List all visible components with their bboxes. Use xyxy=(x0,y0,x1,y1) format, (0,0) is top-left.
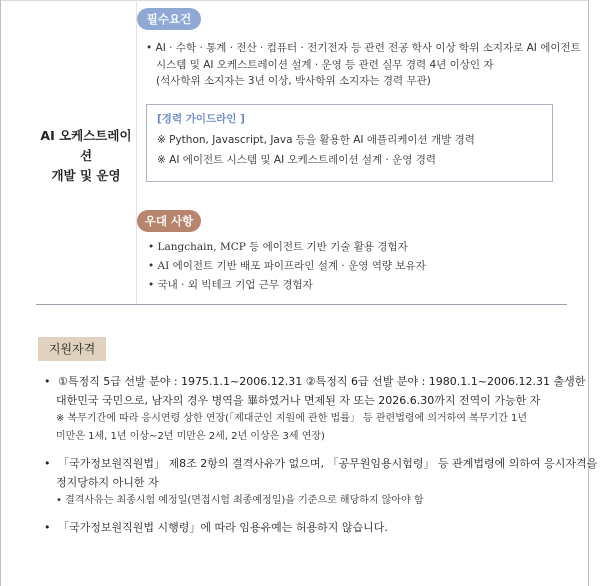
required-line-2: 시스템 및 AI 오케스트레이션 설계 · 운영 등 관련 실무 경력 4년 이상인 자 xyxy=(156,58,494,71)
required-line-3: (석사학위 소지자는 3년 이상, 박사학위 소지자는 경력 무관) xyxy=(156,75,431,87)
qualification-item-1 xyxy=(44,372,586,391)
bullet-1: • xyxy=(44,375,51,388)
career-guideline-item-2: ※ AI 에이전트 시스템 및 AI 오케스트레이션 설계 · 운영 경력 xyxy=(157,154,437,166)
career-guideline-box xyxy=(146,104,553,182)
qualifications-list xyxy=(44,372,598,537)
qualification-1-note-2: 미만은 1세, 1년 이상~2년 미만은 2세, 2년 이상은 3세 연장) xyxy=(56,431,325,442)
qualification-2-note: • 결격사유는 최종시험 예정일(면접시험 최종예정일)을 기준으로 해당하지 않아야 함 xyxy=(56,495,424,506)
required-line-1: • AI · 수학 · 통계 · 전산 · 컴퓨터 · 전기전자 등 관련 전공 학사 이상 학위 소지자로 AI 에이전트 xyxy=(146,42,581,54)
required-text-block xyxy=(146,40,581,90)
frame-left-border xyxy=(0,0,1,586)
table-bottom-rule xyxy=(36,304,567,305)
frame-top-border xyxy=(0,0,589,1)
frame-right-border xyxy=(588,0,589,586)
preferred-list xyxy=(148,238,426,295)
preferred-item-3: • 국내 · 외 빅테크 기업 근무 경험자 xyxy=(148,279,313,291)
preferred-item-1: • Langchain, MCP 등 에이전트 기반 기술 활용 경험자 xyxy=(148,241,408,253)
role-title-cell xyxy=(36,8,136,304)
career-guideline-title: [경력 가이드라인 ] xyxy=(157,113,245,125)
bullet-2: • xyxy=(44,457,51,470)
preferred-label-badge: 우대 사항 xyxy=(137,210,201,232)
table-column-divider xyxy=(136,0,137,305)
qualification-2-line-2: 정지당하지 아니한 자 xyxy=(56,476,159,489)
qualification-3-line-1: 「국가정보원직원법 시행령」에 따라 임용유예는 허용하지 않습니다. xyxy=(58,521,388,534)
qualification-1-note-1: ※ 복무기간에 따라 응시연령 상한 연장(「제대군인 지원에 관한 법률」 등 관련법령에 의거하여 복무기간 1년 xyxy=(56,413,528,424)
qualification-item-2 xyxy=(44,454,598,473)
qualification-2-line-1: 「국가정보원직원법」 제8조 2항의 결격사유가 없으며, 「공무원임용시험령」 등 관계법령에 의하여 응시자격을 xyxy=(58,457,598,470)
qualification-1-line-1: ①특정직 5급 선발 분야 : 1975.1.1~2006.12.31 ②특정직 6급 선발 분야 : 1980.1.1~2006.12.31 출생한 xyxy=(58,375,586,388)
required-label-badge: 필수요건 xyxy=(137,8,201,30)
qualification-1-line-2: 대한민국 국민으로, 남자의 경우 병역을 畢하였거나 면제된 자 또는 2026.6.30까지 전역이 가능한 자 xyxy=(56,394,541,407)
bullet-3: • xyxy=(44,521,51,534)
qualifications-heading: 지원자격 xyxy=(38,337,106,361)
preferred-item-2: • AI 에이전트 기반 배포 파이프라인 설계 · 운영 역량 보유자 xyxy=(148,260,426,272)
qualification-item-3 xyxy=(44,518,580,537)
role-title-line1: AI 오케스트레이션 xyxy=(40,128,132,163)
role-title-line2: 개발 및 운영 xyxy=(51,168,121,183)
career-guideline-item-1: ※ Python, Javascript, Java 등을 활용한 AI 애플리케이션 개발 경력 xyxy=(157,134,475,146)
